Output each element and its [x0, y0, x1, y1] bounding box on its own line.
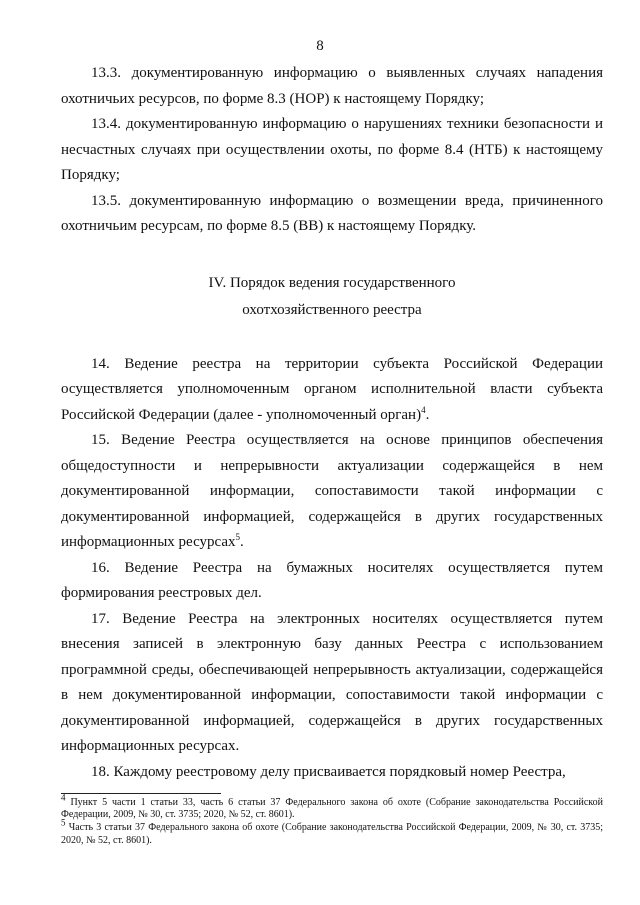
- footnote-text: Пункт 5 части 1 статьи 33, часть 6 статьи 37 Федерального закона об охоте (Собрание законодательства Российской Федерации, 2009, № 30, ст. 3735; 2020, № 52, ст. 8601).: [61, 797, 603, 821]
- section-heading-line-1: IV. Порядок ведения государственного: [208, 274, 456, 291]
- paragraph-15: [61, 428, 603, 556]
- footnote-4: [61, 792, 603, 821]
- footnote-text: Часть 3 статьи 37 Федерального закона об охоте (Собрание законодательства Российской Федерации, 2009, № 30, ст. 3735; 2020, № 52, ст. 8601).: [61, 822, 603, 846]
- footnote-mark: 4: [61, 792, 66, 803]
- document-body: [61, 61, 603, 785]
- paragraph-15-text: 15. Ведение Реестра осуществляется на основе принципов обеспечения общедоступности и непрерывности актуализации содержащейся в нем документированной информации, сопоставимости такой информации с документированной информацией, содержащейся в других государственных информационных ресурсах: [61, 432, 603, 550]
- paragraph-15-tail: .: [240, 534, 244, 550]
- paragraph-14: [61, 352, 603, 429]
- paragraph-13-3: 13.3. документированную информацию о выявленных случаях нападения охотничьих ресурсов, по форме 8.3 (НОР) к настоящему Порядку;: [61, 65, 603, 107]
- footnote-ref-4[interactable]: 4: [421, 404, 426, 415]
- footnote-divider: [61, 793, 221, 794]
- footnote-mark: 5: [61, 818, 66, 829]
- paragraph-18: 18. Каждому реестровому делу присваивается порядковый номер Реестра,: [91, 763, 566, 780]
- paragraph-14-text: 14. Ведение реестра на территории субъекта Российской Федерации осуществляется уполномоченным органом исполнительной власти субъекта Российской Федерации (далее - уполномоченный орган): [61, 355, 603, 423]
- paragraph-17: 17. Ведение Реестра на электронных носителях осуществляется путем внесения записей в электронную базу данных Реестра с использованием программной среды, обеспечивающей непрерывность актуализации, содержащейся в нем документированной информации, сопоставимости такой информации с документированной информацией, содержащейся в других государственных информационных ресурсах.: [61, 610, 603, 754]
- paragraph-16: 16. Ведение Реестра на бумажных носителях осуществляется путем формирования реестровых дел.: [61, 559, 603, 601]
- page-number: 8: [316, 38, 324, 54]
- footnotes: [61, 792, 603, 848]
- section-heading: [61, 270, 603, 324]
- paragraph-14-tail: .: [425, 406, 430, 423]
- paragraph-13-5: 13.5. документированную информацию о возмещении вреда, причиненного охотничьим ресурсам, по форме 8.5 (ВВ) к настоящему Порядку.: [61, 192, 603, 234]
- paragraph-13-4: 13.4. документированную информацию о нарушениях техники безопасности и несчастных случаях при осуществлении охоты, по форме 8.4 (НТБ) к настоящему Порядку;: [61, 116, 603, 183]
- footnote-5: [61, 818, 603, 846]
- section-heading-line-2: охотхозяйственного реестра: [242, 301, 422, 318]
- footnote-ref-5[interactable]: 5: [235, 532, 241, 542]
